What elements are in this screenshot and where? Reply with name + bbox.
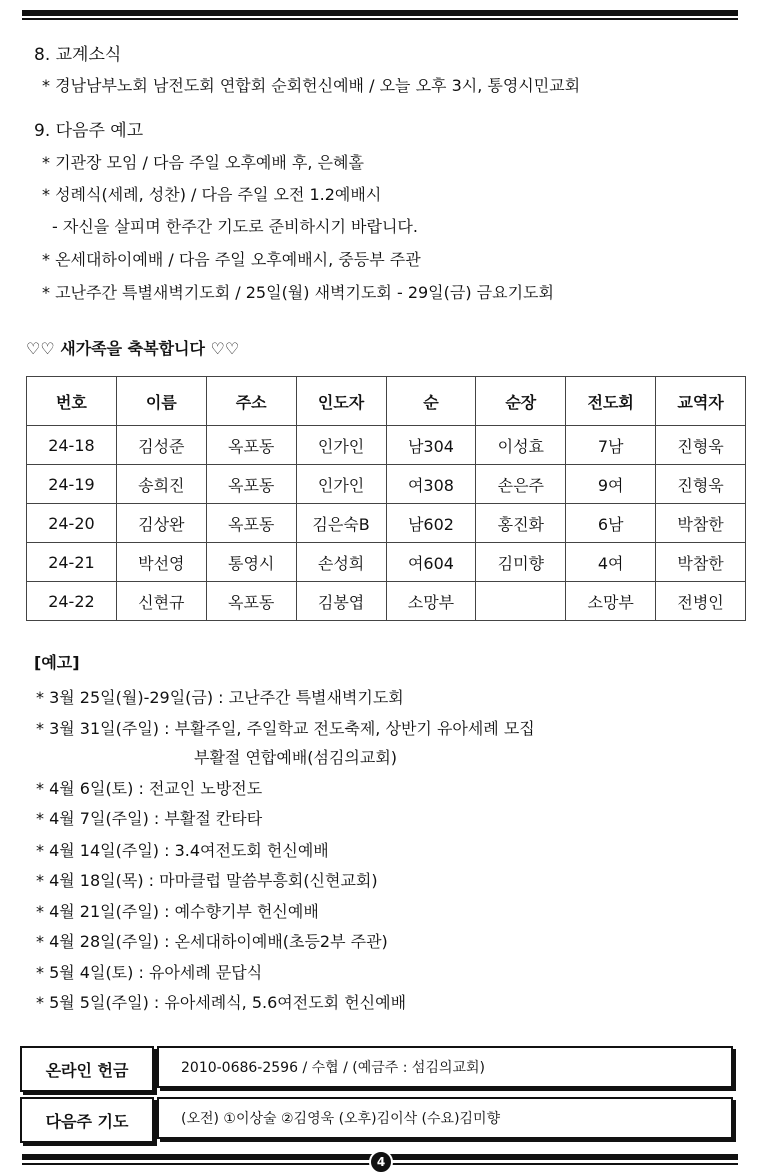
table-cell: 박참한 [656,504,746,543]
table-header: 순장 [476,377,566,426]
church-news-item: * 경남남부노회 남전도회 연합회 순회헌신예배 / 오늘 오후 3시, 통영시민교회 [42,76,581,95]
table-cell: 옥포동 [206,465,296,504]
table-cell: 옥포동 [206,504,296,543]
table-cell: 김미향 [476,543,566,582]
notice-item: * 4월 21일(주일) : 예수향기부 헌신예배 [36,902,319,921]
table-cell: 24-21 [27,543,117,582]
table-cell: 통영시 [206,543,296,582]
notices-title: [예고] [34,653,80,672]
table-cell: 신현규 [116,582,206,621]
table-cell: 김은숙B [296,504,386,543]
notice-item: * 4월 7일(주일) : 부활절 칸타타 [36,809,263,828]
new-family-table [26,376,746,621]
notice-item: * 4월 14일(주일) : 3.4여전도회 헌신예배 [36,841,329,860]
table-cell: 진형욱 [656,465,746,504]
notice-item: * 3월 25일(월)-29일(금) : 고난주간 특별새벽기도회 [36,688,404,707]
table-cell: 인가인 [296,426,386,465]
table-cell: 남602 [386,504,476,543]
table-header: 번호 [27,377,117,426]
table-cell: 손성희 [296,543,386,582]
table-header: 교역자 [656,377,746,426]
table-cell: 24-20 [27,504,117,543]
online-offering-label: 온라인 헌금 [20,1046,154,1092]
table-cell: 소망부 [386,582,476,621]
table-cell: 여604 [386,543,476,582]
table-cell: 김상완 [116,504,206,543]
notice-item: * 4월 6일(토) : 전교인 노방전도 [36,779,263,798]
table-cell: 24-19 [27,465,117,504]
table-cell: 진형욱 [656,426,746,465]
table-cell: 24-18 [27,426,117,465]
new-family-title: ♡♡ 새가족을 축복합니다 ♡♡ [26,339,240,358]
table-header: 순 [386,377,476,426]
notice-item: * 3월 31일(주일) : 부활주일, 주일학교 전도축제, 상반기 유아세례 모집 [36,719,535,738]
table-cell: 박선영 [116,543,206,582]
table-header-row [27,377,746,426]
table-cell: 여308 [386,465,476,504]
table-header: 주소 [206,377,296,426]
table-cell [476,582,566,621]
table-cell: 김성준 [116,426,206,465]
table-header: 인도자 [296,377,386,426]
table-row [27,504,746,543]
table-cell: 홍진화 [476,504,566,543]
table-cell: 옥포동 [206,582,296,621]
table-cell: 옥포동 [206,426,296,465]
table-header: 전도회 [566,377,656,426]
next-week-item: - 자신을 살피며 한주간 기도로 준비하시기 바랍니다. [52,217,418,236]
table-cell: 7남 [566,426,656,465]
table-cell: 24-22 [27,582,117,621]
table-cell: 손은주 [476,465,566,504]
table-cell: 인가인 [296,465,386,504]
page-number: 4 [369,1150,393,1174]
next-week-item: * 성례식(세례, 성찬) / 다음 주일 오전 1.2예배시 [42,185,382,204]
table-row [27,543,746,582]
table-cell: 남304 [386,426,476,465]
table-header: 이름 [116,377,206,426]
table-cell: 김봉엽 [296,582,386,621]
notice-item: * 5월 5일(주일) : 유아세례식, 5.6여전도회 헌신예배 [36,993,407,1012]
next-week-item: * 기관장 모임 / 다음 주일 오후예배 후, 은혜홀 [42,153,364,172]
table-cell: 9여 [566,465,656,504]
next-week-item: * 온세대하이예배 / 다음 주일 오후예배시, 중등부 주관 [42,250,421,269]
table-cell: 6남 [566,504,656,543]
notice-item: * 5월 4일(토) : 유아세례 문답식 [36,963,263,982]
notice-item: * 4월 18일(목) : 마마클럽 말씀부흥회(신현교회) [36,871,378,890]
table-row [27,426,746,465]
table-cell: 이성효 [476,426,566,465]
top-rule [22,10,738,16]
church-news-title: 8. 교계소식 [34,45,122,65]
table-cell: 4여 [566,543,656,582]
notice-item: 부활절 연합예배(섬김의교회) [194,748,398,767]
next-week-title: 9. 다음주 예고 [34,121,144,141]
table-cell: 송희진 [116,465,206,504]
table-cell: 소망부 [566,582,656,621]
next-prayer-label: 다음주 기도 [20,1097,154,1143]
table-row [27,465,746,504]
table-row [27,582,746,621]
table-cell: 전병인 [656,582,746,621]
next-week-item: * 고난주간 특별새벽기도회 / 25일(월) 새벽기도회 - 29일(금) 금요기도회 [42,283,554,302]
notice-item: * 4월 28일(주일) : 온세대하이예배(초등2부 주관) [36,932,388,951]
next-prayer-value: (오전) ①이상술 ②김영욱 (오후)김이삭 (수요)김미향 [157,1097,733,1139]
top-rule-thin [22,18,738,20]
online-offering-value: 2010-0686-2596 / 수협 / (예금주 : 섬김의교회) [157,1046,733,1088]
table-cell: 박참한 [656,543,746,582]
